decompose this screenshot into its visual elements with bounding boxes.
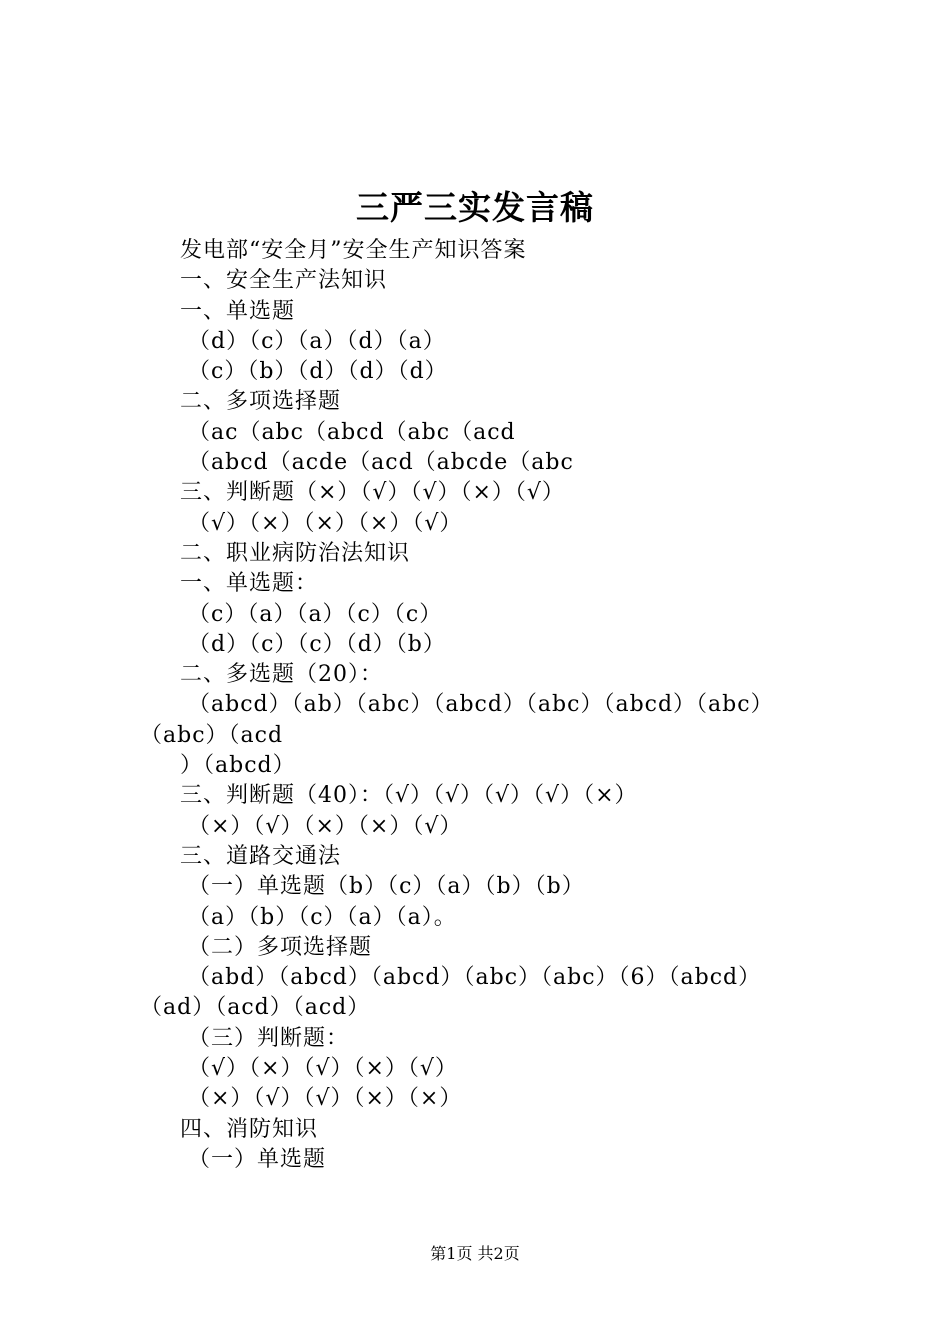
text-line: ）（abcd） bbox=[180, 753, 296, 779]
document-title: 三严三实发言稿 bbox=[356, 188, 594, 227]
text-line: （c）（a）（a）（c）（c） bbox=[188, 601, 443, 627]
text-line: （×）（√）（×）（×）（√） bbox=[188, 813, 463, 839]
text-line: （ac（abc（abcd（abc（acd bbox=[188, 419, 516, 445]
text-line: 二、多选题（20）： bbox=[180, 662, 383, 688]
text-line: （d）（c）（a）（d）（a） bbox=[188, 328, 446, 354]
text-line: （一）单选题 bbox=[188, 1146, 327, 1172]
text-line: （d）（c）（c）（d）（b） bbox=[188, 631, 446, 657]
text-line: 一、单选题 bbox=[180, 298, 296, 324]
text-line: （二）多项选择题 bbox=[188, 934, 373, 960]
text-line: 一、单选题： bbox=[180, 571, 319, 597]
text-line: 二、职业病防治法知识 bbox=[180, 540, 411, 566]
document-body bbox=[140, 236, 840, 1175]
text-line: 二、多项选择题 bbox=[180, 389, 342, 415]
text-line: （c）（b）（d）（d）（d） bbox=[188, 359, 448, 385]
page-footer: 第1页 共2页 bbox=[430, 1244, 520, 1263]
text-line: （×）（√）（√）（×）（×） bbox=[188, 1086, 463, 1112]
text-line: （ad）（acd）（acd） bbox=[140, 995, 371, 1021]
text-line: （a）（b）（c）（a）（a）。 bbox=[188, 904, 457, 930]
text-line: 一、安全生产法知识 bbox=[180, 268, 388, 294]
text-line: 三、判断题（×）（√）（√）（×）（√） bbox=[180, 480, 565, 506]
text-line: 发电部“安全月”安全生产知识答案 bbox=[180, 238, 527, 263]
text-line: （三）判断题： bbox=[188, 1025, 350, 1051]
text-line: 三、道路交通法 bbox=[180, 843, 342, 869]
text-line: （abcd）（ab）（abc）（abcd）（abc）（abcd）（abc） bbox=[188, 692, 774, 718]
text-line: （abcd（acde（acd（abcde（abc bbox=[188, 450, 574, 476]
text-line: 四、消防知识 bbox=[180, 1116, 319, 1142]
text-line: 三、判断题（40）：（√）（√）（√）（√）（×） bbox=[180, 783, 638, 809]
text-line: （abd）（abcd）（abcd）（abc）（abc）（6）（abcd） bbox=[188, 965, 762, 991]
text-line: （√）（×）（×）（×）（√） bbox=[188, 510, 463, 536]
text-line: （一）单选题（b）（c）（a）（b）（b） bbox=[188, 874, 585, 900]
text-line: （abc）（acd bbox=[140, 722, 284, 748]
text-line: （√）（×）（√）（×）（√） bbox=[188, 1056, 458, 1082]
